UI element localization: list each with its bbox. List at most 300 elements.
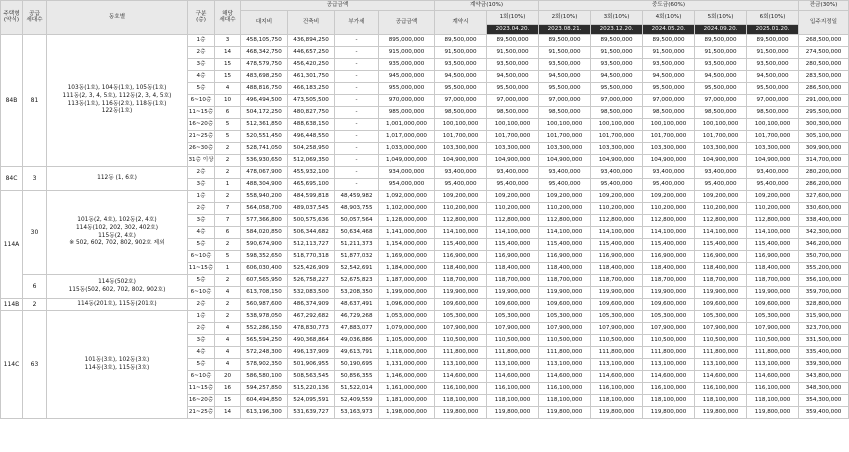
header-land: 대지비 [241,11,288,35]
floor-cell: 6~10층 [188,95,215,107]
floor-cell: 2층 [188,167,215,179]
header-deposit-group: 계약금(10%) [435,1,539,11]
first-cell: 113,100,000 [487,359,539,371]
header-total: 공급금액 [379,11,435,35]
floor-cell: 2층 [188,203,215,215]
first-cell: 98,500,000 [487,107,539,119]
floor-cell: 2층 [188,323,215,335]
contract-cell: 93,500,000 [435,59,487,71]
header-supply-households: 공급 세대수 [23,1,47,35]
m3-cell: 110,500,000 [591,335,643,347]
total-cell: 1,146,000,000 [379,371,435,383]
balance-cell: 343,800,000 [799,371,849,383]
balance-cell: 339,300,000 [799,359,849,371]
m3-cell: 100,100,000 [591,119,643,131]
contract-cell: 101,700,000 [435,131,487,143]
m5-cell: 113,100,000 [695,359,747,371]
m2-cell: 101,700,000 [539,131,591,143]
units-cell: 2 [215,143,241,155]
units-cell: 4 [215,323,241,335]
m3-cell: 105,300,000 [591,311,643,323]
table-row [1,167,849,179]
units-cell: 14 [215,407,241,419]
units-cell: 2 [215,239,241,251]
m6-cell: 109,200,000 [747,191,799,203]
contract-cell: 100,100,000 [435,119,487,131]
total-cell: 985,000,000 [379,107,435,119]
contract-cell: 111,800,000 [435,347,487,359]
m2-cell: 110,200,000 [539,203,591,215]
dong-ho-cell [47,167,188,191]
building-cell: 480,827,750 [288,107,335,119]
floor-cell: 5층 [188,83,215,95]
m6-cell: 118,700,000 [747,275,799,287]
m6-cell: 89,500,000 [747,35,799,47]
m6-cell: 98,500,000 [747,107,799,119]
contract-cell: 114,600,000 [435,371,487,383]
m3-cell: 118,700,000 [591,275,643,287]
balance-cell: 274,500,000 [799,47,849,59]
units-cell: 4 [215,359,241,371]
dong-ho-line: 114동(502호) [98,278,136,285]
m4-cell: 104,900,000 [643,155,695,167]
balance-cell: 309,900,000 [799,143,849,155]
total-cell: 1,079,000,000 [379,323,435,335]
total-cell: 915,000,000 [379,47,435,59]
total-cell: 1,181,000,000 [379,395,435,407]
floor-cell: 16~20층 [188,119,215,131]
m6-cell: 107,900,000 [747,323,799,335]
m5-cell: 110,200,000 [695,203,747,215]
land-cell: 607,565,950 [241,275,288,287]
first-cell: 111,800,000 [487,347,539,359]
floor-cell: 26~30층 [188,143,215,155]
vat-cell: - [335,35,379,47]
m2-cell: 114,100,000 [539,227,591,239]
m5-cell: 104,900,000 [695,155,747,167]
m4-cell: 101,700,000 [643,131,695,143]
first-cell: 109,600,000 [487,299,539,311]
vat-cell: - [335,47,379,59]
m4-cell: 97,000,000 [643,95,695,107]
contract-cell: 119,800,000 [435,407,487,419]
land-cell: 577,366,800 [241,215,288,227]
units-cell: 2 [215,155,241,167]
m3-cell: 113,100,000 [591,359,643,371]
land-cell: 458,105,750 [241,35,288,47]
m4-cell: 105,300,000 [643,311,695,323]
total-cell: 1,001,000,000 [379,119,435,131]
land-cell: 578,902,350 [241,359,288,371]
floor-cell: 6~10층 [188,251,215,263]
m4-cell: 114,100,000 [643,227,695,239]
building-cell: 531,639,727 [288,407,335,419]
total-cell: 1,049,000,000 [379,155,435,167]
balance-cell: 342,300,000 [799,227,849,239]
first-cell: 118,400,000 [487,263,539,275]
units-cell: 15 [215,71,241,83]
vat-cell: 46,729,268 [335,311,379,323]
table-header [1,1,849,35]
m3-cell: 119,900,000 [591,287,643,299]
header-m5-date: 2024.09.20. [695,25,747,35]
vat-cell: 50,856,355 [335,371,379,383]
first-cell: 116,100,000 [487,383,539,395]
m4-cell: 118,100,000 [643,395,695,407]
header-building: 건축비 [288,11,335,35]
m2-cell: 118,100,000 [539,395,591,407]
building-cell: 496,137,909 [288,347,335,359]
m4-cell: 93,500,000 [643,59,695,71]
m2-cell: 105,300,000 [539,311,591,323]
balance-cell: 348,300,000 [799,383,849,395]
header-first: 1회(10%) [487,11,539,25]
building-cell: 512,113,727 [288,239,335,251]
floor-cell: 2층 [188,299,215,311]
type-cell: 84B [1,35,23,167]
m2-cell: 119,900,000 [539,287,591,299]
land-cell: 536,930,650 [241,155,288,167]
m4-cell: 103,300,000 [643,143,695,155]
header-floor: 구분 (층) [188,1,215,35]
contract-cell: 104,900,000 [435,155,487,167]
vat-cell: 50,190,695 [335,359,379,371]
balance-cell: 355,200,000 [799,263,849,275]
land-cell: 478,067,900 [241,167,288,179]
land-cell: 598,352,650 [241,251,288,263]
land-cell: 613,708,150 [241,287,288,299]
m6-cell: 104,900,000 [747,155,799,167]
dong-ho-line: 114동(102, 202, 302, 402호) [75,224,159,231]
balance-cell: 300,300,000 [799,119,849,131]
floor-cell: 4층 [188,347,215,359]
m3-cell: 109,200,000 [591,191,643,203]
m6-cell: 118,400,000 [747,263,799,275]
land-cell: 496,494,500 [241,95,288,107]
m4-cell: 119,800,000 [643,407,695,419]
floor-cell: 21~25층 [188,131,215,143]
units-cell: 5 [215,251,241,263]
contract-cell: 105,300,000 [435,311,487,323]
vat-cell: - [335,71,379,83]
m2-cell: 93,400,000 [539,167,591,179]
m3-cell: 112,800,000 [591,215,643,227]
contract-cell: 91,500,000 [435,47,487,59]
units-cell: 2 [215,167,241,179]
building-cell: 501,906,955 [288,359,335,371]
vat-cell: 51,211,373 [335,239,379,251]
land-cell: 594,257,850 [241,383,288,395]
units-cell: 7 [215,215,241,227]
units-cell: 20 [215,371,241,383]
total-cell: 1,102,000,000 [379,203,435,215]
m4-cell: 118,700,000 [643,275,695,287]
m2-cell: 95,400,000 [539,179,591,191]
m6-cell: 105,300,000 [747,311,799,323]
first-cell: 93,400,000 [487,167,539,179]
units-cell: 16 [215,383,241,395]
land-cell: 478,579,750 [241,59,288,71]
m2-cell: 94,500,000 [539,71,591,83]
land-cell: 488,816,750 [241,83,288,95]
m5-cell: 89,500,000 [695,35,747,47]
total-cell: 1,198,000,000 [379,407,435,419]
m2-cell: 109,600,000 [539,299,591,311]
balance-cell: 283,500,000 [799,71,849,83]
vat-cell: 50,634,468 [335,227,379,239]
m2-cell: 98,500,000 [539,107,591,119]
balance-cell: 359,400,000 [799,407,849,419]
first-cell: 105,300,000 [487,311,539,323]
floor-cell: 11~15층 [188,263,215,275]
units-cell: 4 [215,287,241,299]
floor-cell: 16~20층 [188,395,215,407]
floor-cell: 1층 [188,311,215,323]
land-cell: 564,058,700 [241,203,288,215]
m6-cell: 110,500,000 [747,335,799,347]
vat-cell: - [335,167,379,179]
header-m3-date: 2023.12.20. [591,25,643,35]
vat-cell: 49,613,791 [335,347,379,359]
m2-cell: 89,500,000 [539,35,591,47]
m3-cell: 118,100,000 [591,395,643,407]
m3-cell: 97,000,000 [591,95,643,107]
m3-cell: 111,800,000 [591,347,643,359]
m6-cell: 94,500,000 [747,71,799,83]
building-cell: 515,220,136 [288,383,335,395]
m3-cell: 116,900,000 [591,251,643,263]
header-units: 해당 세대수 [215,1,241,35]
m6-cell: 111,800,000 [747,347,799,359]
land-cell: 483,698,250 [241,71,288,83]
m6-cell: 91,500,000 [747,47,799,59]
building-cell: 455,932,100 [288,167,335,179]
dong-ho-line: 115동(2, 4호) [98,232,136,239]
dong-ho-line: 114동(201호), 115동(201호) [77,300,157,307]
total-cell: 954,000,000 [379,179,435,191]
m6-cell: 109,600,000 [747,299,799,311]
m4-cell: 113,100,000 [643,359,695,371]
m6-cell: 97,000,000 [747,95,799,107]
balance-cell: 354,300,000 [799,395,849,407]
total-cell: 1,184,000,000 [379,263,435,275]
table-row [1,35,849,47]
dong-ho-line: 113동(1호), 116동(2호), 118동(1호) [67,100,167,107]
contract-cell: 110,500,000 [435,335,487,347]
m2-cell: 97,000,000 [539,95,591,107]
m5-cell: 93,500,000 [695,59,747,71]
first-cell: 89,500,000 [487,35,539,47]
floor-cell: 11~15층 [188,107,215,119]
contract-cell: 95,500,000 [435,83,487,95]
first-cell: 107,900,000 [487,323,539,335]
balance-cell: 356,100,000 [799,275,849,287]
land-cell: 504,172,250 [241,107,288,119]
m4-cell: 94,500,000 [643,71,695,83]
units-cell: 1 [215,263,241,275]
balance-cell: 350,700,000 [799,251,849,263]
supply-households-cell: 3 [23,167,47,191]
vat-cell: - [335,155,379,167]
first-cell: 119,800,000 [487,407,539,419]
total-cell: 895,000,000 [379,35,435,47]
m4-cell: 109,600,000 [643,299,695,311]
m4-cell: 110,500,000 [643,335,695,347]
contract-cell: 110,200,000 [435,203,487,215]
m2-cell: 113,100,000 [539,359,591,371]
m3-cell: 118,400,000 [591,263,643,275]
land-cell: 538,978,050 [241,311,288,323]
m3-cell: 116,100,000 [591,383,643,395]
first-cell: 110,500,000 [487,335,539,347]
m3-cell: 119,800,000 [591,407,643,419]
vat-cell: - [335,83,379,95]
balance-cell: 323,700,000 [799,323,849,335]
vat-cell: - [335,119,379,131]
total-cell: 1,199,000,000 [379,287,435,299]
building-cell: 496,448,550 [288,131,335,143]
m5-cell: 118,400,000 [695,263,747,275]
first-cell: 97,000,000 [487,95,539,107]
land-cell: 586,580,100 [241,371,288,383]
building-cell: 436,894,250 [288,35,335,47]
balance-cell: 314,700,000 [799,155,849,167]
building-cell: 506,344,682 [288,227,335,239]
m6-cell: 114,100,000 [747,227,799,239]
total-cell: 935,000,000 [379,59,435,71]
total-cell: 1,017,000,000 [379,131,435,143]
dong-ho-line: 101동(3호), 102동(3호) [84,356,150,363]
header-middle-group: 중도금(60%) [539,1,799,11]
contract-cell: 93,400,000 [435,167,487,179]
first-cell: 112,800,000 [487,215,539,227]
first-cell: 104,900,000 [487,155,539,167]
contract-cell: 94,500,000 [435,71,487,83]
contract-cell: 119,900,000 [435,287,487,299]
land-cell: 590,674,900 [241,239,288,251]
vat-cell: 48,459,982 [335,191,379,203]
building-cell: 508,563,545 [288,371,335,383]
balance-cell: 328,800,000 [799,299,849,311]
vat-cell: - [335,131,379,143]
contract-cell: 97,000,000 [435,95,487,107]
balance-cell: 315,900,000 [799,311,849,323]
balance-cell: 359,700,000 [799,287,849,299]
first-cell: 95,400,000 [487,179,539,191]
first-cell: 119,900,000 [487,287,539,299]
m5-cell: 91,500,000 [695,47,747,59]
contract-cell: 103,300,000 [435,143,487,155]
m2-cell: 91,500,000 [539,47,591,59]
vat-cell: - [335,179,379,191]
type-cell: 114B [1,299,23,311]
floor-cell: 21~25층 [188,407,215,419]
m6-cell: 93,500,000 [747,59,799,71]
m5-cell: 98,500,000 [695,107,747,119]
m4-cell: 107,900,000 [643,323,695,335]
land-cell: 558,940,200 [241,191,288,203]
balance-cell: 305,100,000 [799,131,849,143]
m5-cell: 119,800,000 [695,407,747,419]
vat-cell: 50,057,564 [335,215,379,227]
m5-cell: 109,200,000 [695,191,747,203]
building-cell: 518,770,318 [288,251,335,263]
header-balance: 입주지정일 [799,11,849,35]
building-cell: 512,069,350 [288,155,335,167]
building-cell: 473,505,500 [288,95,335,107]
total-cell: 1,187,000,000 [379,275,435,287]
first-cell: 101,700,000 [487,131,539,143]
m3-cell: 93,500,000 [591,59,643,71]
m4-cell: 98,500,000 [643,107,695,119]
total-cell: 955,000,000 [379,83,435,95]
building-cell: 486,374,909 [288,299,335,311]
floor-cell: 4층 [188,71,215,83]
header-vat: 부가세 [335,11,379,35]
balance-cell: 286,500,000 [799,83,849,95]
first-cell: 91,500,000 [487,47,539,59]
table-row [1,191,849,203]
building-cell: 500,575,636 [288,215,335,227]
m4-cell: 109,200,000 [643,191,695,203]
m2-cell: 100,100,000 [539,119,591,131]
balance-cell: 286,200,000 [799,179,849,191]
header-m4-date: 2024.05.20. [643,25,695,35]
contract-cell: 95,400,000 [435,179,487,191]
units-cell: 4 [215,347,241,359]
first-cell: 94,500,000 [487,71,539,83]
vat-cell: - [335,59,379,71]
m6-cell: 93,400,000 [747,167,799,179]
first-cell: 109,200,000 [487,191,539,203]
contract-cell: 112,800,000 [435,215,487,227]
land-cell: 488,304,900 [241,179,288,191]
total-cell: 1,141,000,000 [379,227,435,239]
m4-cell: 119,900,000 [643,287,695,299]
contract-cell: 109,600,000 [435,299,487,311]
land-cell: 613,196,300 [241,407,288,419]
m3-cell: 98,500,000 [591,107,643,119]
m2-cell: 114,600,000 [539,371,591,383]
units-cell: 6 [215,227,241,239]
m5-cell: 103,300,000 [695,143,747,155]
total-cell: 1,053,000,000 [379,311,435,323]
floor-cell: 3층 [188,179,215,191]
contract-cell: 109,200,000 [435,191,487,203]
dong-ho-cell [47,311,188,419]
m4-cell: 89,500,000 [643,35,695,47]
building-cell: 465,695,100 [288,179,335,191]
table-body [1,35,849,419]
header-m5: 5회(10%) [695,11,747,25]
first-cell: 114,100,000 [487,227,539,239]
header-first-date: 2023.04.20. [487,25,539,35]
table-row [1,311,849,323]
m2-cell: 103,300,000 [539,143,591,155]
units-cell: 4 [215,83,241,95]
m3-cell: 95,400,000 [591,179,643,191]
total-cell: 1,161,000,000 [379,383,435,395]
floor-cell: 3층 [188,59,215,71]
m3-cell: 114,100,000 [591,227,643,239]
m2-cell: 119,800,000 [539,407,591,419]
floor-cell: 1층 [188,35,215,47]
floor-cell: 5층 [188,275,215,287]
m4-cell: 93,400,000 [643,167,695,179]
land-cell: 604,494,850 [241,395,288,407]
total-cell: 934,000,000 [379,167,435,179]
m3-cell: 89,500,000 [591,35,643,47]
